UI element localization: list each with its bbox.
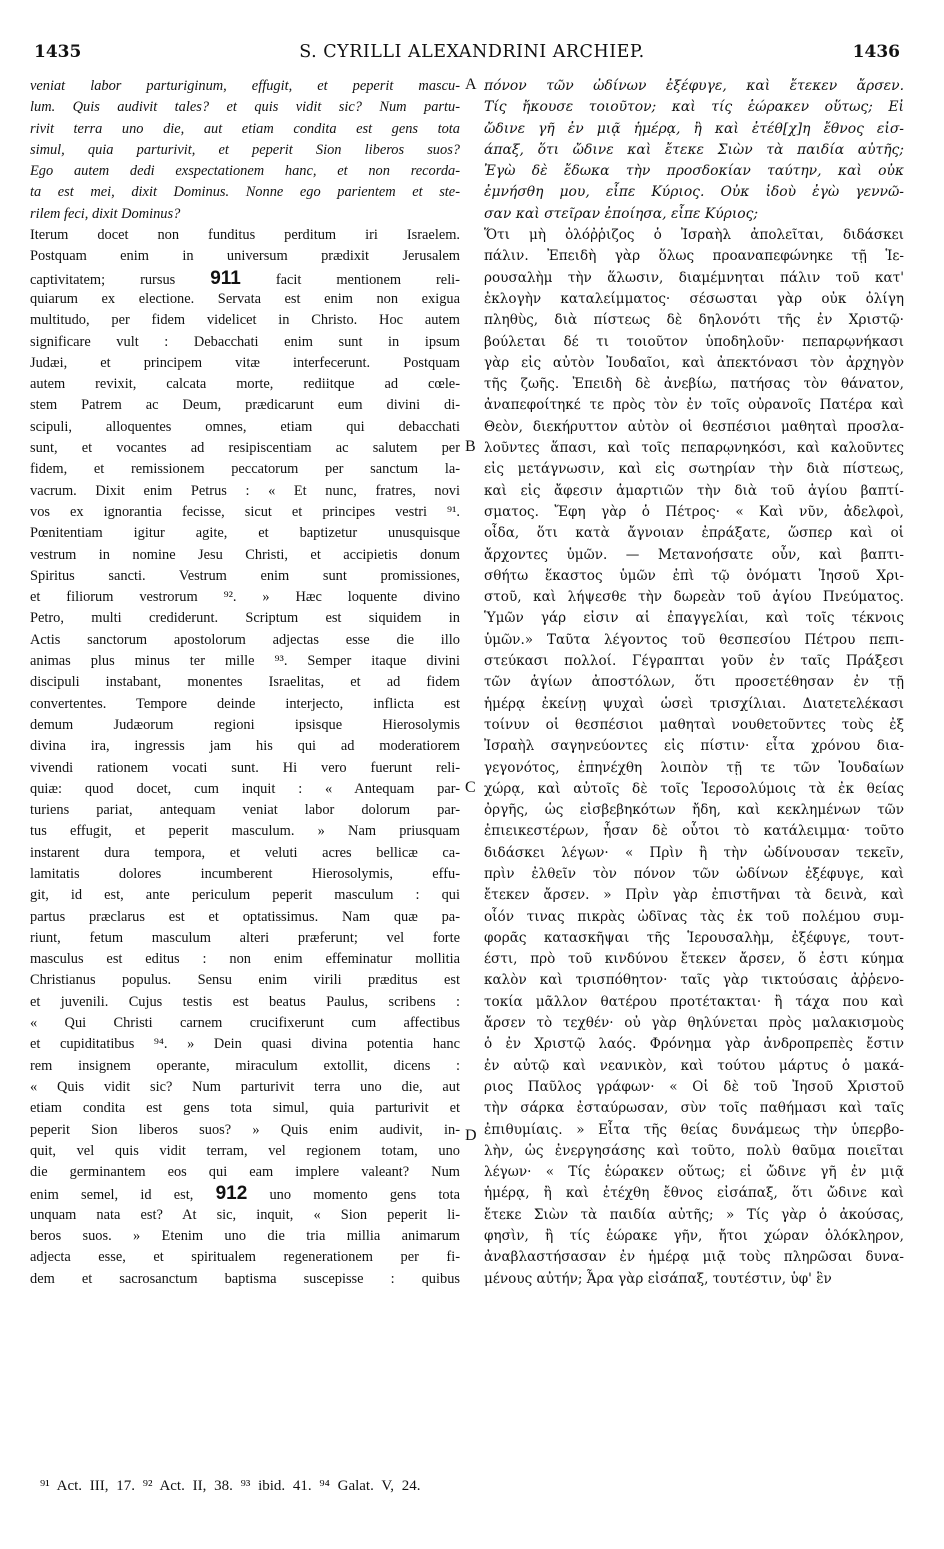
greek-line: Τίς ἤκουσε τοιοῦτον; καὶ τίς ἑώρακεν οὕτως; Εἰ xyxy=(484,99,904,116)
latin-line: Judæi, et principem vitæ interfecerunt. Postquam xyxy=(30,354,460,371)
greek-line: πληθὺς, διὰ πίστεως δὲ δηλονότι τῆς ἐν Χριστῷ· xyxy=(484,312,904,329)
greek-line: καὶ εἰς ἄφεσιν ἁμαρτιῶν τὴν διὰ τοῦ ἁγίου βαπτί- xyxy=(484,482,904,499)
latin-line: rilem feci, dixit Dominus? xyxy=(30,205,181,222)
latin-line: lum. Quis audivit tales? et quis vidit sic? Num partu- xyxy=(30,99,460,116)
latin-line: dem et sacrosanctum baptisma suscepisse : quibus xyxy=(30,1270,460,1287)
greek-line: τοκία μᾶλλον θατέρου προτέτακται· ἢ τάχα που καὶ xyxy=(484,993,904,1010)
latin-line: vestrum in nomine Jesu Christi, et accipietis donum xyxy=(30,546,460,563)
page-header xyxy=(0,42,944,72)
greek-line: ἄρσεν τὸ τεχθέν· οὐ γὰρ θηλύνεται πρὸς μαλακισμοὺς xyxy=(484,1015,904,1032)
latin-line: discipuli instabant, monentes Israelitas, et ad fidem xyxy=(30,674,460,691)
latin-column xyxy=(30,76,460,1311)
greek-line: τοίνυν οἱ θεσπέσιοι μαθηταὶ νουθετοῦντες τοὺς ἐξ xyxy=(484,716,904,733)
latin-line: fidem, et remissionem peccatorum per sanctum la- xyxy=(30,461,460,478)
greek-line: ὁ ἐν Χριστῷ λαός. Φρόνημα γὰρ ἀνδροπρεπὲς ἔστιν xyxy=(484,1036,904,1053)
latin-line: demum Judæorum regioni ipsisque Hierosolymis xyxy=(30,716,460,733)
latin-line: tus effugit, et peperit masculum. » Nam priusquam xyxy=(30,823,460,840)
greek-line: ἐπιεικεστέρων, ἦσαν δὲ οὗτοι τὸ κατάλειμμα· τοῦτο xyxy=(484,823,904,840)
greek-line: ὑμῶν.» Ταῦτα λέγοντος τοῦ θεσπεσίου Πέτρου πεπι- xyxy=(484,631,904,648)
greek-line: ἄρχοντες ὑμῶν. — Μετανοήσατε οὖν, καὶ βαπτι- xyxy=(484,546,904,563)
latin-line: stem Patrem ac Deum, prædicarunt eum divini di- xyxy=(30,397,460,414)
greek-line: Ἐγὼ δὲ ἔδωκα τὴν προσδοκίαν ταύτην, καὶ οὐκ xyxy=(484,163,904,180)
latin-line: adjecta esse, et spiritualem regenerationem per fi- xyxy=(30,1249,460,1266)
greek-line: τὴν σάρκα ἐσταύρωσαν, σὺν τοῖς παθήμασι καὶ ταῖς xyxy=(484,1100,904,1117)
greek-line: ἀναβλαστήσασαν ἐν ἡμέρᾳ μιᾷ τοὺς πληρῶσαι δυνα- xyxy=(484,1249,904,1266)
greek-line: ἀναπεφοίτηκέ τε πρὸς τὸν ἐν τοῖς οὐρανοῖς Πατέρα καὶ xyxy=(484,397,904,414)
greek-line: σαν καὶ στεῖραν ἐποίησα, εἶπε Κύριος; xyxy=(484,205,759,222)
latin-line: sunt, et vocantes ad resipiscentiam ac salutem per xyxy=(30,440,460,457)
latin-line: et cupiditatibus ⁹⁴. » Dein quasi divina potentia hanc xyxy=(30,1036,460,1053)
latin-line: et filiorum vestrorum ⁹². » Hæc loquente divino xyxy=(30,589,460,606)
latin-line: Actis sanctorum apostolorum adjectas esse die illo xyxy=(30,631,460,648)
latin-line-part: facit mentionem reli- xyxy=(275,271,460,288)
margin-letter-a: A xyxy=(465,76,477,93)
greek-line: φησὶν, ἢ τίς ἑώρακε γῆν, ἤτοι χώραν ὁλόκληρον, xyxy=(484,1228,904,1245)
latin-line: et juvenili. Cujus testis est beatus Paulus, scribens : xyxy=(30,993,460,1010)
latin-line: Iterum docet non funditus perditum iri Israelem. xyxy=(30,227,460,244)
latin-line: Postquam enim in universum prædixit Jerusalem xyxy=(30,248,460,265)
latin-line: vos ex ignorantia fecisse, sicut et principes vestri ⁹¹. xyxy=(30,503,460,520)
greek-line: Ἰσραὴλ σαγηνεύοντες εἰς πίστιν· εἶτα χρόνου δια- xyxy=(484,738,904,755)
margin-letter-d: D xyxy=(465,1127,477,1144)
greek-line: στεύκασι πολλοί. Γέγραπται γοῦν ἐν ταῖς Πράξεσι xyxy=(484,653,904,670)
latin-line: Petro, multi crediderunt. Scriptum est siquidem in xyxy=(30,610,460,627)
latin-line: Ego autem dedi exspectationem hanc, et non recorda- xyxy=(30,163,460,180)
latin-line: Pœnitentiam igitur agite, et baptizetur unusquisque xyxy=(30,525,460,542)
footnotes: ⁹¹ Act. III, 17. ⁹² Act. II, 38. ⁹³ ibid. 41. ⁹⁴ Galat. V, 24. xyxy=(40,1478,421,1494)
greek-line: ὤδινε γῆ ἐν μιᾷ ἡμέρᾳ, ἢ καὶ ἐτέθ[χ]η ἔθνος εἰσ- xyxy=(484,120,904,137)
greek-line: πρὶν ἐλθεῖν τὸν πόνον τῶν ὠδίνων ἐξέφυγε, καὶ xyxy=(484,865,904,882)
greek-line: οἶδα, ὅτι κατὰ ἄγνοιαν ἐπράξατε, ὥσπερ καὶ οἱ xyxy=(484,525,904,542)
latin-line: scipuli, alloquentes omnes, etiam qui debacchati xyxy=(30,418,460,435)
greek-line: καλὸν καὶ τρισπόθητον· ταῖς γὰρ τικτούσαις ἀῤῥενο- xyxy=(484,972,904,989)
greek-line: πάλιν. Ἐπειδὴ γὰρ ὅλως προαναπεφώνηκε τῇ Ἱε- xyxy=(484,248,904,265)
latin-line xyxy=(30,1290,460,1311)
latin-line: etiam condita est gens tota simul, quia parturivit et xyxy=(30,1100,460,1117)
latin-line: instarent dura tempora, et veluti acres bellicæ ca- xyxy=(30,844,460,861)
latin-line: animas plus minus ter mille ⁹³. Semper itaque divini xyxy=(30,653,460,670)
greek-line: ἡμέρᾳ ἐκείνῃ ψυχαὶ ὡσεὶ τρισχίλιαι. Διατετελέκασι xyxy=(484,695,904,712)
greek-line: λὴν, ὡς ἐνεργησάσης καὶ τοῦτο, πολὺ θαῦμα ποιεῖται xyxy=(484,1142,904,1159)
latin-line: multitudo, per fidem videlicet in Christo. Hoc autem xyxy=(30,312,460,329)
latin-line: turiens pariat, antequam veniat labor dolorum par- xyxy=(30,802,460,819)
column-number: 912 xyxy=(215,1183,248,1205)
latin-line: divina ira, ingressis jam his qui ad moderatiorem xyxy=(30,738,460,755)
greek-line: ριος Παῦλος γράφων· « Οἱ δὲ τοῦ Ἰησοῦ Χριστοῦ xyxy=(484,1078,904,1095)
latin-line: significare vult : Debacchati enim sunt in ipsum xyxy=(30,333,460,350)
latin-line: veniat labor parturiginum, effugit, et peperit mascu- xyxy=(30,78,460,94)
greek-line: έστι, πρὸ τοῦ κινδύνου ἔτεκεν ἄρσεν, ὅ ἐστι κύημα xyxy=(484,951,904,968)
latin-line: quit, vel quis vidit terram, vel regionem totam, uno xyxy=(30,1142,460,1159)
greek-line: πόνον τῶν ὠδίνων ἐξέφυγε, καὶ ἔτεκεν ἄρσεν. xyxy=(484,78,904,94)
greek-line: σθήτω ἕκαστος ὑμῶν ἐπὶ τῷ ὀνόματι Ἰησοῦ Χρι- xyxy=(484,567,904,584)
latin-line: rivit terra uno die, aut etiam condita est gens tota xyxy=(30,120,460,137)
latin-line: unquam nata est? At sic, inquit, « Sion peperit li- xyxy=(30,1206,460,1223)
greek-line: Ὑμῶν γάρ εἰσιν αἱ ἐπαγγελίαι, καὶ τοῖς τέκνοις xyxy=(484,610,904,627)
running-title: S. CYRILLI ALEXANDRINI ARCHIEP. xyxy=(299,42,645,62)
latin-line: autem revixit, calcata morte, rediitque ad cœle- xyxy=(30,376,460,393)
greek-line: οἷόν τινας πικρὰς ὠδῖνας τὰς ἐκ τοῦ πολέμου συμ- xyxy=(484,908,904,925)
latin-line: die germinantem eos qui eam implere valeant? Num xyxy=(30,1164,460,1181)
latin-line: « Quis vidit sic? Num parturivit terra uno die, aut xyxy=(30,1078,460,1095)
greek-line: ρουσαλὴμ τὴν ἅλωσιν, διαμέμνηται πάλιν τοῦ κατ' xyxy=(484,269,904,286)
latin-line: lamitatis dolores incumberent Hierosolymis, effu- xyxy=(30,865,460,882)
latin-line: masculus est editus : non enim effeminatur mollitia xyxy=(30,951,460,968)
latin-line: beros suos. » Etenim uno die tria millia animarum xyxy=(30,1228,460,1245)
latin-line: Spiritus sancti. Vestrum enim sunt promissiones, xyxy=(30,567,460,584)
latin-line: quiarum ex electione. Servata est enim non exigua xyxy=(30,290,460,307)
latin-line: riunt, fetum masculum alteri præferunt; vel forte xyxy=(30,929,460,946)
greek-line: γεγονότος, ἐπηνέχθη λοιπὸν τῇ τε τῶν Ἰουδαίων xyxy=(484,759,904,776)
latin-line: git, id est, ante periculum peperit masculum : qui xyxy=(30,887,460,904)
greek-line: τῆς ζωῆς. Ἐπειδὴ δὲ ἀνεβίω, πατήσας τὸν θάνατον, xyxy=(484,376,904,393)
left-page-number: 1435 xyxy=(34,42,82,62)
greek-line: Ὅτι μὴ ὀλόῤῥιζος ὁ Ἰσραὴλ ἀπολεῖται, διδάσκει xyxy=(484,227,904,244)
greek-line: ἐν αὐτῷ καὶ νεανικὸν, καὶ τούτου μάρτυς ὁ μακά- xyxy=(484,1057,904,1074)
latin-line: Christianus populus. Sensu enim virili præditus est xyxy=(30,972,460,989)
latin-line-part: enim semel, id est, xyxy=(30,1187,194,1204)
greek-line: σματος. Ἔφη γὰρ ὁ Πέτρος· « Καὶ νῦν, ἀδελφοὶ, xyxy=(484,503,904,520)
greek-line: τῶν ἁγίων ἀποστόλων, ὅτι προσετέθησαν ἐν τῇ xyxy=(484,674,904,691)
greek-line: εἰς μετάγνωσιν, καὶ εἰς σωτηρίαν τὴν διὰ πίστεως, xyxy=(484,461,904,478)
greek-line: μένους αὐτήν; Ἆρα γὰρ εἰσάπαξ, τουτέστιν, ὑφ' ἓν xyxy=(484,1270,832,1287)
column-number: 911 xyxy=(210,267,241,289)
greek-line: ἡμέρᾳ, ἢ καὶ ἐτέχθη ἔθνος εἰσάπαξ, ὅτι ὤδινε καὶ xyxy=(484,1185,904,1202)
latin-line: vacrum. Dixit enim Petrus : « Et nunc, fratres, novi xyxy=(30,482,460,499)
latin-line-part: captivitatem; rursus xyxy=(30,271,176,288)
latin-line: ta est mei, dixit Dominus. Nonne ego parientem et ste- xyxy=(30,184,460,201)
margin-letter-c: C xyxy=(465,779,476,796)
greek-line: ἔτεκε Σιὼν τὰ παιδία αὐτῆς; » Τίς γὰρ ὁ ἀκούσας, xyxy=(484,1206,904,1223)
greek-line: Θεὸν, διεκήρυττον αὐτὸν οἱ θεσπέσιοι μαθηταὶ προσλα- xyxy=(484,418,904,435)
latin-line: quiæ: quod docet, cum inquit : « Antequam par- xyxy=(30,780,460,797)
latin-line: convertentes. Tempore deinde interjecto, inflicta est xyxy=(30,695,460,712)
latin-line: rem insignem operante, miraculum extollit, dicens : xyxy=(30,1057,460,1074)
greek-line: ἐκλογὴν καταλείμματος· σέσωσται γὰρ οὐκ ὀλίγη xyxy=(484,290,904,307)
greek-line: διδάσκει λέγων· « Πρὶν ἢ τὴν ὠδίνουσαν τεκεῖν, xyxy=(484,844,904,861)
latin-line: vivendi rationem vocati sunt. Hi vero fuerunt reli- xyxy=(30,759,460,776)
greek-line: άπαξ, ὅτι ὤδινε καὶ ἔτεκε Σιὼν τὰ παιδία αὐτῆς; xyxy=(484,141,904,158)
greek-line: γὰρ εἰς αὐτὸν Ἰουδαῖοι, καὶ ἀπεκτόνασι τὸν ἀρχηγὸν xyxy=(484,354,904,371)
latin-line: simul, quia parturivit, et peperit Sion liberos suos? xyxy=(30,141,460,158)
greek-line: στοῦ, καὶ λήψεσθε τὴν δωρεὰν τοῦ ἁγίου Πνεύματος. xyxy=(484,589,904,606)
greek-line: λοῦντες ἅπασι, καὶ τοῖς πεπαρῳνηκόσι, καὶ καλοῦντες xyxy=(484,440,904,457)
right-page-number: 1436 xyxy=(852,42,900,62)
greek-line: λέγων· « Τίς ἑώρακεν οὕτως; εἰ ὤδινε γῆ ἐν μιᾷ xyxy=(484,1164,904,1181)
latin-line xyxy=(30,268,460,289)
latin-line: peperit Sion liberos suos? » Quis enim audivit, in- xyxy=(30,1121,460,1138)
margin-letter-b: B xyxy=(465,438,476,455)
greek-line: βούλεται δέ τι τοιοῦτον ὑποδηλοῦν· πεπαρῳνήκασι xyxy=(484,333,904,350)
greek-line: ἐπιθυμίαις. » Εἶτα τῆς θείας δυνάμεως τὴν ὑπερβο- xyxy=(484,1121,904,1138)
greek-column xyxy=(484,76,904,1290)
greek-line: ἔτεκεν ἄρσεν. » Πρὶν γὰρ ἐπιστῆναι τὰ δεινὰ, καὶ xyxy=(484,887,904,904)
latin-line: partus præclarus est et optatissimus. Nam quæ pa- xyxy=(30,908,460,925)
greek-line: φορᾶς κατασκῆψαι τῆς Ἱερουσαλὴμ, ἐξέφυγε, τουτ- xyxy=(484,929,904,946)
greek-line: ἐμνήσθη μου, εἶπε Κύριος. Οὐκ ἰδοὺ ἐγὼ γεννῶ- xyxy=(484,184,904,201)
latin-line xyxy=(30,1183,460,1204)
latin-line-part: uno momento gens tota xyxy=(269,1187,460,1204)
greek-line: ὀργῆς, ὡς εἰσβεβηκότων ἤδη, καὶ κεκλημένων τῶν xyxy=(484,802,904,819)
greek-line: χώρᾳ, καὶ αὐτοῖς δὲ τοῖς Ἱεροσολύμοις τὰ ἐκ θείας xyxy=(484,780,904,797)
latin-line: « Qui Christi carnem crucifixerunt cum affectibus xyxy=(30,1015,460,1032)
